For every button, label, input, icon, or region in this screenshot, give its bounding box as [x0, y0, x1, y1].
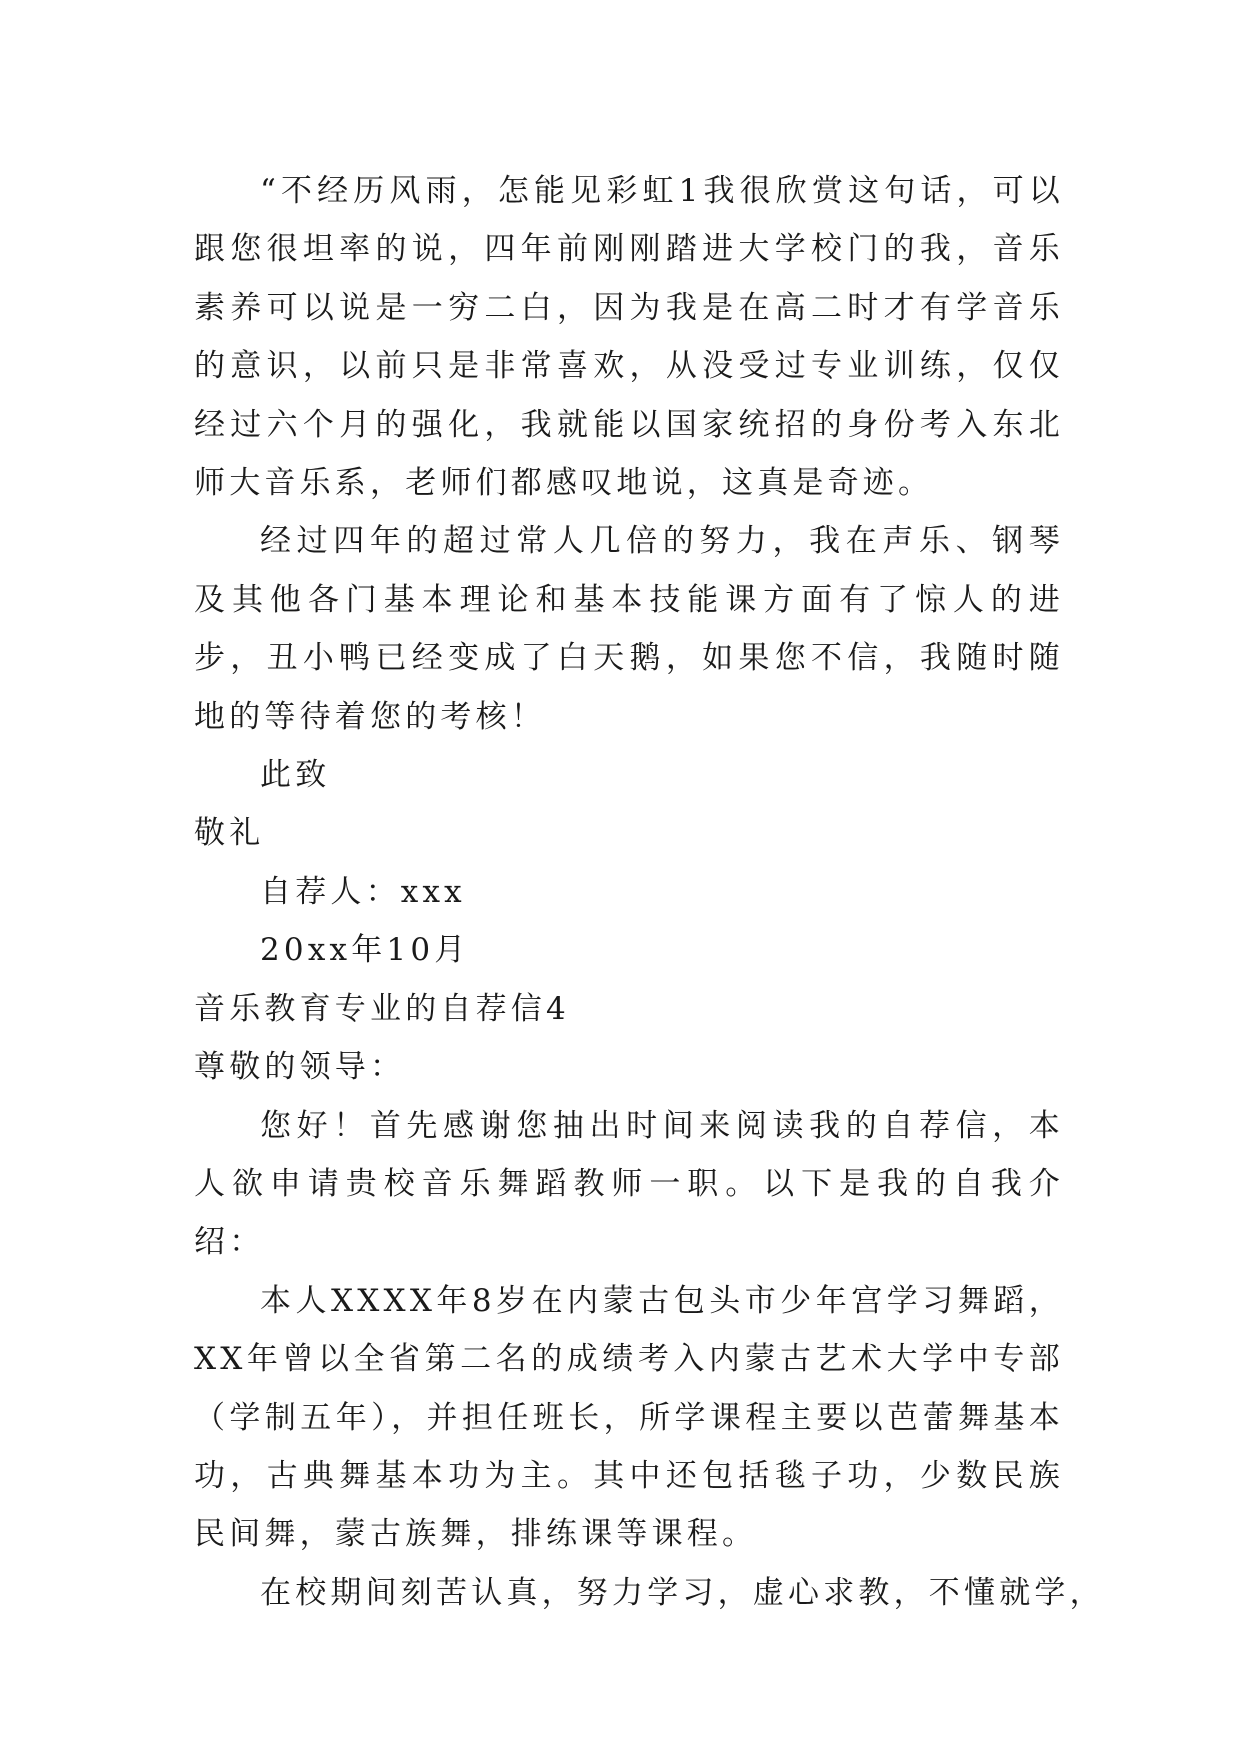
signature-line: 自荐人：xxx	[260, 873, 466, 910]
paragraph-background: 本人XXXX年8岁在内蒙古包头市少年宫学习舞蹈，XX年曾以全省第二名的成绩考入内蒙古艺术大学中专部（学制五年），并担任班长，所学课程主要以芭蕾舞基本功，古典舞基本功为主。其中还包括毯子功，少数民族民间舞，蒙古族舞，排练课等课程。	[194, 1282, 1064, 1553]
paragraph-rainbow-quote: “不经历风雨，怎能见彩虹1我很欣赏这句话，可以跟您很坦率的说，四年前刚刚踏进大学校门的我，音乐素养可以说是一穷二白，因为我是在高二时才有学音乐的意识，以前只是非常喜欢，从没受过专业训练，仅仅经过六个月的强化，我就能以国家统招的身份考入东北师大音乐系，老师们都感叹地说，这真是奇迹。	[194, 173, 1064, 502]
letter-title: 音乐教育专业的自荐信4	[194, 990, 570, 1027]
letter-body	[194, 162, 1105, 1622]
paragraph-greeting: 您好！首先感谢您抽出时间来阅读我的自荐信，本人欲申请贵校音乐舞蹈教师一职。以下是我的自我介绍：	[194, 1107, 1064, 1261]
date-line: 20xx年10月	[260, 932, 470, 969]
paragraph-study: 在校期间刻苦认真，努力学习，虚心求教，不懂就学，	[260, 1574, 1105, 1611]
salutation: 尊敬的领导：	[194, 1049, 406, 1086]
closing-jingli: 敬礼	[194, 815, 265, 852]
closing-cizhi: 此致	[260, 757, 331, 794]
paragraph-progress: 经过四年的超过常人几倍的努力，我在声乐、钢琴及其他各门基本理论和基本技能课方面有了惊人的进步，丑小鸭已经变成了白天鹅，如果您不信，我随时随地的等待着您的考核！	[194, 523, 1064, 735]
